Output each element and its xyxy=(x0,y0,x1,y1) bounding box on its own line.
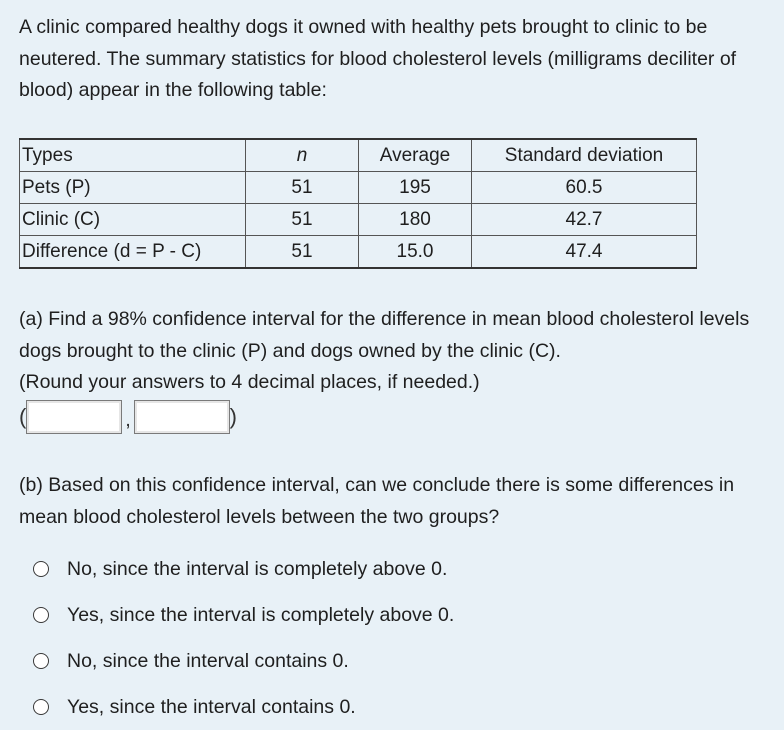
radio-button[interactable] xyxy=(33,653,49,669)
table-header-row xyxy=(20,139,697,172)
upper-bound-input[interactable] xyxy=(134,400,230,434)
option-label: No, since the interval contains 0. xyxy=(67,649,349,672)
header-n: n xyxy=(246,139,359,172)
question-intro: A clinic compared healthy dogs it owned with healthy pets brought to clinic to be neutered. The summary statistics for blood cholesterol levels (milligrams deciliter of blood) appear in the following table: xyxy=(19,16,737,101)
option-yes-contains-zero[interactable] xyxy=(33,684,454,730)
confidence-interval-inputs xyxy=(19,398,237,436)
table-row xyxy=(20,204,697,236)
row-average: 180 xyxy=(359,204,472,236)
header-types: Types xyxy=(20,139,246,172)
row-n: 51 xyxy=(246,172,359,204)
row-n: 51 xyxy=(246,236,359,269)
row-sd: 42.7 xyxy=(472,204,697,236)
row-n: 51 xyxy=(246,204,359,236)
header-average: Average xyxy=(359,139,472,172)
option-yes-above-zero[interactable] xyxy=(33,592,454,638)
part-b-prompt: (b) Based on this confidence interval, can we conclude there is some differences in mean blood cholesterol levels between the two groups? xyxy=(19,474,735,528)
part-b-options xyxy=(33,546,454,730)
open-paren: ( xyxy=(19,404,27,429)
option-label: Yes, since the interval contains 0. xyxy=(67,695,356,718)
option-label: Yes, since the interval is completely above 0. xyxy=(67,603,455,626)
row-type: Clinic (C) xyxy=(20,204,246,236)
lower-bound-input[interactable] xyxy=(26,400,122,434)
radio-button[interactable] xyxy=(33,699,49,715)
row-type: Pets (P) xyxy=(20,172,246,204)
summary-statistics-table xyxy=(19,138,697,269)
header-standard-deviation: Standard deviation xyxy=(472,139,697,172)
part-a-question xyxy=(19,304,769,399)
table-row xyxy=(20,236,697,269)
option-no-contains-zero[interactable] xyxy=(33,638,454,684)
row-sd: 47.4 xyxy=(472,236,697,269)
radio-button[interactable] xyxy=(33,607,49,623)
close-paren: ) xyxy=(229,404,237,429)
option-label: No, since the interval is completely above 0. xyxy=(67,557,448,580)
radio-button[interactable] xyxy=(33,561,49,577)
row-average: 15.0 xyxy=(359,236,472,269)
row-sd: 60.5 xyxy=(472,172,697,204)
table-row xyxy=(20,172,697,204)
part-a-rounding-note: (Round your answers to 4 decimal places, if needed.) xyxy=(19,371,480,393)
option-no-above-zero[interactable] xyxy=(33,546,454,592)
interval-separator: , xyxy=(125,410,131,431)
part-a-prompt: (a) Find a 98% confidence interval for the difference in mean blood cholesterol levels dogs brought to the clinic (P) and dogs owned by the clinic (C). xyxy=(19,308,750,362)
row-type: Difference (d = P - C) xyxy=(20,236,246,269)
row-average: 195 xyxy=(359,172,472,204)
